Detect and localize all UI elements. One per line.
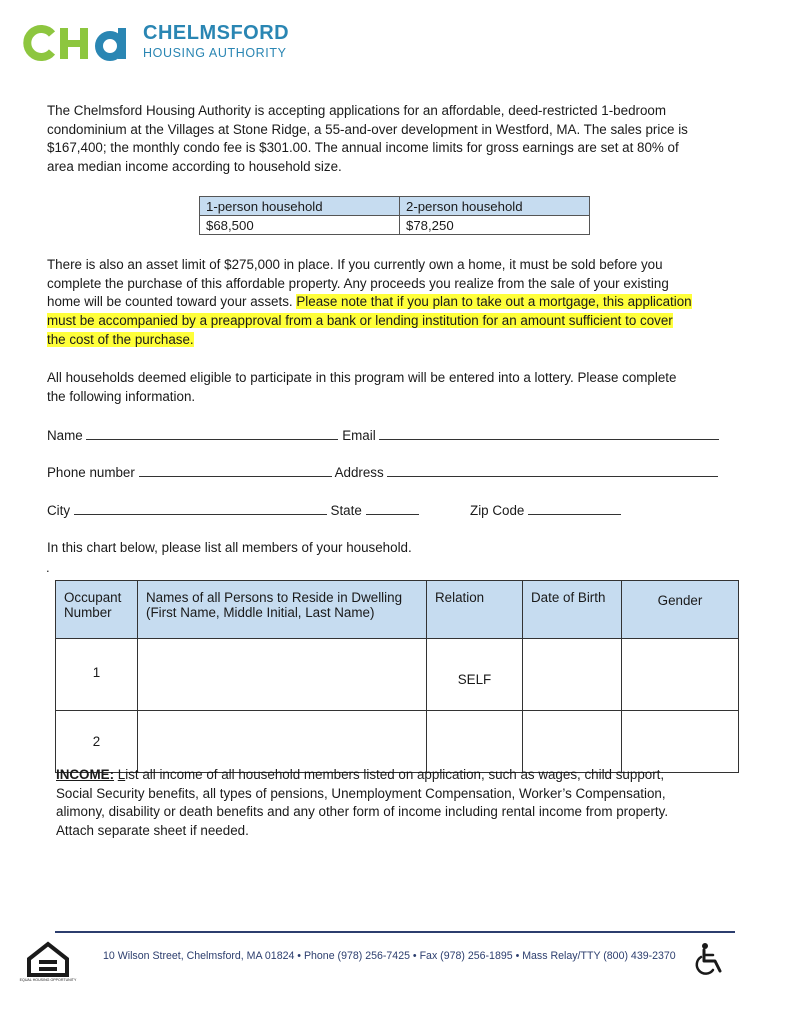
relation-cell[interactable]: [427, 711, 523, 773]
wheelchair-accessibility-icon: [694, 942, 726, 976]
intro-line: The Chelmsford Housing Authority is accepting applications for an affordable, deed-restricted 1-bedroom: [47, 103, 667, 118]
email-field[interactable]: [379, 426, 719, 440]
col-header-text: Relation: [435, 590, 485, 605]
col-gender: [622, 581, 739, 639]
lottery-line: All households deemed eligible to participate in this program will be entered into a lottery. Please complete: [47, 370, 677, 385]
income-line: [56, 766, 746, 785]
mortgage-notice-highlight: Please note that if you plan to take out a mortgage, this application: [296, 294, 692, 310]
equal-housing-opportunity-icon: [19, 940, 77, 986]
state-field[interactable]: [366, 501, 419, 515]
col-header-text: Names of all Persons to Reside in Dwelling: [146, 590, 403, 605]
name-cell[interactable]: [138, 639, 427, 711]
income-limits-table: [199, 196, 590, 235]
dob-cell[interactable]: [523, 711, 622, 773]
income-line: Attach separate sheet if needed.: [56, 823, 249, 839]
cha-logo: [22, 22, 302, 68]
col-date-of-birth: [523, 581, 622, 639]
income-limit-value: $68,500: [200, 216, 400, 235]
income-line: Social Security benefits, all types of pensions, Unemployment Compensation, Worker’s Compensation,: [56, 785, 666, 801]
household-members-table: [55, 580, 739, 773]
footer-contact: 10 Wilson Street, Chelmsford, MA 01824 • Phone (978) 256-7425 • Fax (978) 256-1895 • Mass Relay/TTY (800) 439-2370: [103, 950, 676, 962]
asset-line: [47, 331, 747, 350]
income-limits-header: 1-person household: [200, 197, 400, 216]
income-limits-header-row: [200, 197, 590, 216]
income-limits-header: 2-person household: [400, 197, 590, 216]
lottery-line: the following information.: [47, 388, 196, 404]
income-paragraph: [56, 766, 746, 841]
col-names: [138, 581, 427, 639]
footer-divider: [55, 931, 735, 933]
city-field[interactable]: [74, 501, 327, 515]
intro-paragraph: [47, 102, 747, 177]
city-label: City: [47, 503, 71, 518]
state-label: State: [330, 503, 362, 518]
zip-label: Zip Code: [470, 503, 525, 518]
asset-line: [47, 312, 747, 331]
asset-line: complete the purchase of this affordable property. Any proceeds you realize from the sale of your existing: [47, 275, 669, 291]
email-label: Email: [342, 428, 376, 443]
col-relation: [427, 581, 523, 639]
col-occupant-number: [56, 581, 138, 639]
mortgage-notice-highlight: the cost of the purchase.: [47, 331, 194, 347]
name-label: Name: [47, 428, 83, 443]
gender-cell[interactable]: [622, 711, 739, 773]
relation-cell[interactable]: SELF: [427, 639, 523, 711]
col-header-text: Date of Birth: [531, 590, 606, 605]
eho-caption: EQUAL HOUSING OPPORTUNITY: [19, 978, 77, 982]
mortgage-notice-highlight: must be accompanied by a preapproval from a bank or lending institution for an amount sufficient to cover: [47, 313, 673, 329]
intro-line: area median income according to household size.: [47, 159, 342, 175]
income-text: ist all income of all household members listed on application, such as wages, child support,: [125, 767, 665, 782]
asset-line: There is also an asset limit of $275,000 in place. If you currently own a home, it must be sold before you: [47, 257, 663, 272]
name-email-row: [47, 426, 719, 443]
dob-cell[interactable]: [523, 639, 622, 711]
income-line: alimony, disability or death benefits and any other form of income including rental income from property.: [56, 804, 669, 820]
occupant-number-cell: 1: [56, 639, 138, 711]
address-label: Address: [334, 465, 384, 480]
zip-field[interactable]: [528, 501, 621, 515]
col-header-text: Gender: [657, 593, 703, 608]
household-header-row: [56, 581, 739, 639]
gender-cell[interactable]: [622, 639, 739, 711]
income-limits-value-row: [200, 216, 590, 235]
col-header-text: Occupant: [64, 590, 122, 605]
table-row: [56, 711, 739, 773]
asset-text: home will be counted toward your assets.: [47, 294, 297, 310]
cha-logo-mark: [22, 22, 132, 62]
phone-label: Phone number: [47, 465, 135, 480]
phone-field[interactable]: [139, 463, 332, 477]
intro-line: condominium at the Villages at Stone Ridge, a 55-and-over development in Westford, MA. The sales price is: [47, 121, 688, 137]
phone-address-row: [47, 463, 718, 480]
asset-line: [47, 293, 747, 312]
income-first-letter: L: [117, 767, 126, 782]
occupant-number-cell: 2: [56, 711, 138, 773]
household-intro: In this chart below, please list all members of your household.: [47, 540, 412, 555]
asset-paragraph: [47, 256, 747, 350]
col-header-text: (First Name, Middle Initial, Last Name): [146, 605, 375, 620]
city-state-zip-row: [47, 501, 621, 518]
intro-line: $167,400; the monthly condo fee is $301.00. The annual income limits for gross earnings are set at 80% of: [47, 140, 679, 156]
address-field[interactable]: [387, 463, 718, 477]
income-label: INCOME:: [56, 767, 115, 782]
income-limit-value: $78,250: [400, 216, 590, 235]
name-cell[interactable]: [138, 711, 427, 773]
org-name-line1: CHELMSFORD: [143, 22, 290, 44]
name-field[interactable]: [86, 426, 338, 440]
col-header-text: Number: [64, 605, 112, 620]
org-name-line2: HOUSING AUTHORITY: [143, 46, 287, 60]
lottery-paragraph: [47, 369, 747, 406]
stray-dot: .: [46, 560, 50, 575]
table-row: [56, 639, 739, 711]
